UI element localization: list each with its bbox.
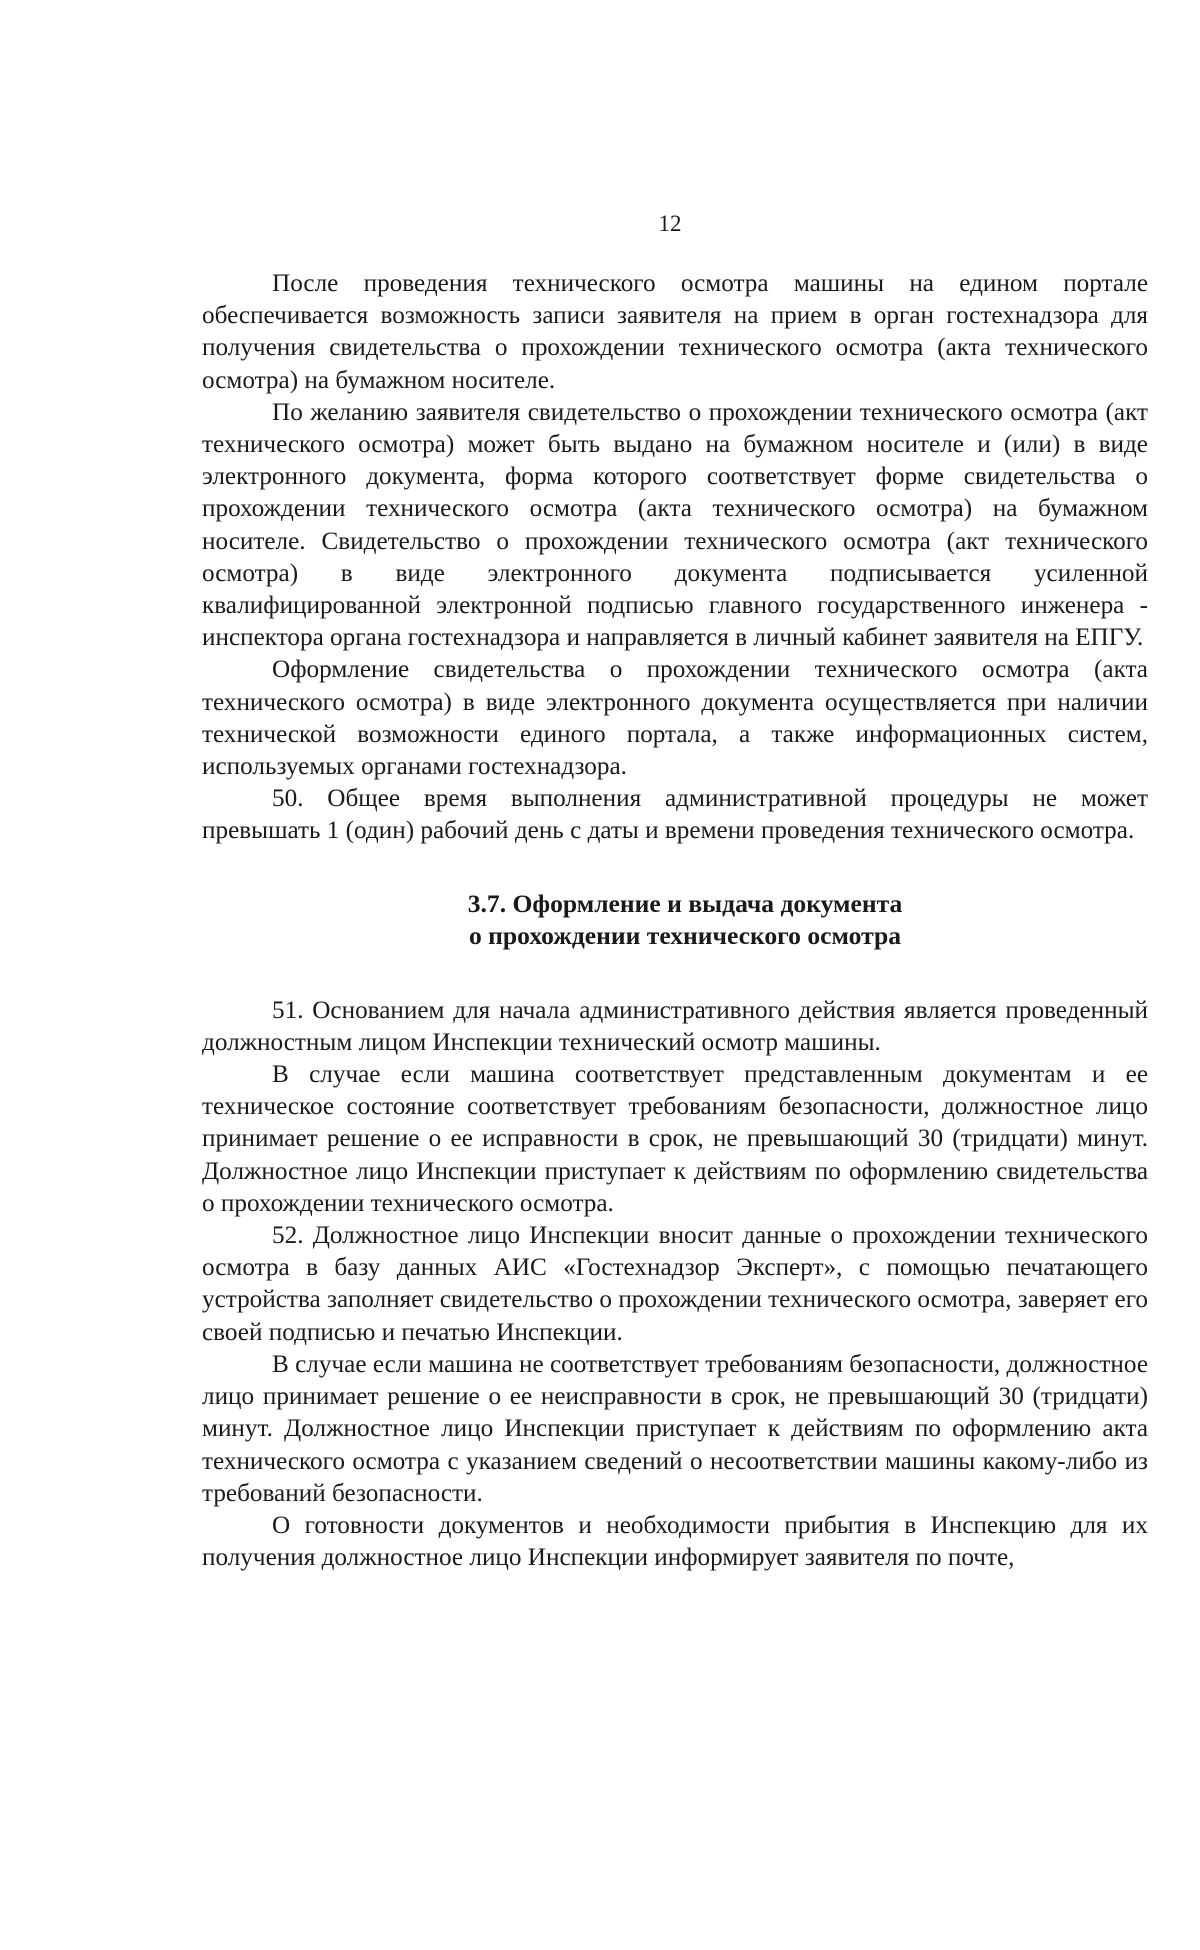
paragraph-item-51: 51. Основанием для начала административного действия является проведенный должностным лицом Инспекции технический осмотр машины. bbox=[202, 996, 1148, 1056]
paragraph-item-52: 52. Должностное лицо Инспекции вносит данные о прохождении технического осмотра в базу данных АИС «Гостехнадзор Эксперт», с помощью печатающего устройства заполняет свидетельство о прохождении технического осмотра, заверяет его своей подписью и печатью Инспекции. bbox=[202, 1222, 1148, 1346]
paragraph: О готовности документов и необходимости прибытия в Инспекцию для их получения должностное лицо Инспекции информирует заявителя по почте, bbox=[202, 1511, 1148, 1572]
document-body bbox=[202, 268, 1148, 1574]
paragraph: Оформление свидетельства о прохождении технического осмотра (акта технического осмотра) в виде электронного документа осуществляется при наличии технической возможности единого портала, а также информационных систем, используемых органами гостехнадзора. bbox=[202, 656, 1148, 781]
paragraph: По желанию заявителя свидетельство о прохождении технического осмотра (акт технического осмотра) может быть выдано на бумажном носителе и (или) в виде электронного документа, форма которого соответствует форме свидетельства о прохождении технического осмотра (акта технического осмотра) на бумажном носителе. Свидетельство о прохождении технического осмотра (акт технического осмотра) в виде электронного документа подписывается усиленной квалифицированной электронной подписью главного государственного инженера - инспектора органа гостехнадзора и направляется в личный кабинет заявителя на ЕПГУ. bbox=[202, 398, 1148, 652]
section-heading-line-2: о прохождении технического осмотра bbox=[468, 920, 901, 950]
section-heading bbox=[202, 888, 1148, 952]
paragraph: В случае если машина соответствует представленным документам и ее техническое состояние соответствует требованиям безопасности, должностное лицо принимает решение о ее исправности в срок, не превышающий 30 (тридцати) минут. Должностное лицо Инспекции приступает к действиям по оформлению свидетельства о прохождении технического осмотра. bbox=[202, 1061, 1148, 1217]
page-number: 12 bbox=[658, 211, 682, 236]
paragraph: В случае если машина не соответствует требованиям безопасности, должностное лицо принимает решение о ее неисправности в срок, не превышающий 30 (тридцати) минут. Должностное лицо Инспекции приступает к действиям по оформлению акта технического осмотра с указанием сведений о несоответствии машины какому-либо из требований безопасности. bbox=[202, 1350, 1148, 1507]
paragraph-item-50: 50. Общее время выполнения административной процедуры не может превышать 1 (один) рабочий день с даты и времени проведения технического осмотра. bbox=[202, 785, 1148, 845]
section-heading-line-1: 3.7. Оформление и выдача документа bbox=[467, 888, 903, 918]
paragraph: После проведения технического осмотра машины на едином портале обеспечивается возможность записи заявителя на прием в орган гостехнадзора для получения свидетельства о прохождении технического осмотра (акта технического осмотра) на бумажном носителе. bbox=[202, 270, 1148, 394]
